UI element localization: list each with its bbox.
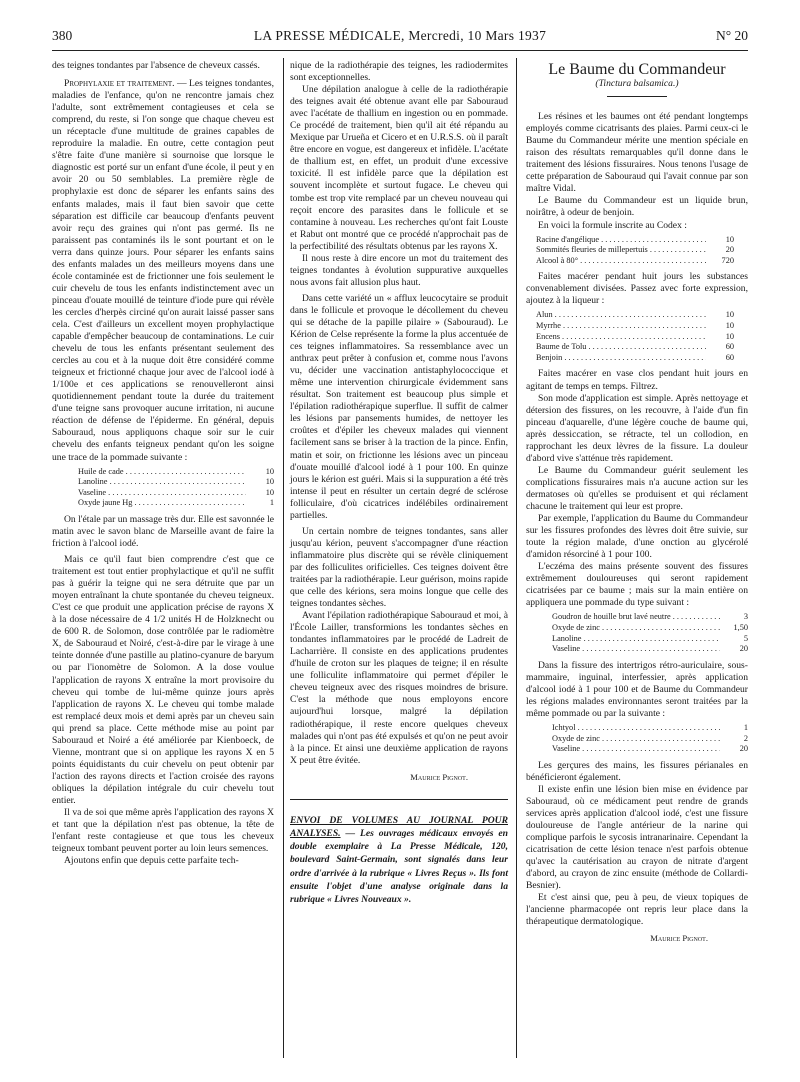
recipe-row: Alcool à 80° . . . 720 [536,256,748,267]
column-divider [283,58,284,1058]
recipe-row: Racine d'angélique . . . 10 [536,235,748,246]
notice-heading: ENVOI DE VOLUMES AU JOURNAL POUR ANALYSES. [290,814,508,839]
paragraph: nique de la radiothérapie des teignes, les radiodermites sont exceptionnelles. [290,60,508,84]
recipe-row: Sommités fleuries de millepertuis . . . 20 [536,245,748,256]
author-signature: Maurice Pignot. [410,771,468,782]
paragraph: Il existe enfin une lésion bien mise en évidence par Sabouraud, où ce médicament peut rendre de grands services après application d'alcool iodé, c'est une fissure douloureuse de l'angle antérieur de la narine qui complique parfois le sycosis intranarinaire. Cependant la cicatrisation de cette lésion tenace n'est parfois obtenue qu'avec la cautérisation au crayon de nitrate d'argent d'abord, au crayon de zinc ensuite (méthode de Collardi-Besnier). [526,783,748,892]
page-number: 380 [52,28,73,43]
column-1 [52,60,274,867]
recipe-row: Oxyde jaune Hg . . . 1 [78,498,274,509]
recipe-list [78,467,274,509]
page-header [52,28,748,48]
paragraph: On l'étale par un massage très dur. Elle est savonnée le matin avec le savon blanc de Marseille avant de faire la friction à l'alcool iodé. [52,513,274,550]
notice-envoi [290,814,508,906]
column-3 [526,61,748,944]
paragraph: Ajoutons enfin que depuis cette parfaite tech- [64,855,239,867]
recipe-list [552,612,748,654]
paragraph: Faites macérer pendant huit jours les substances convenablement divisées. Passez avec forte expression, ajoutez à la liqueur : [526,271,748,307]
paragraph: Le Baume du Commandeur guérit seulement les complications fissuraires mais n'a aucune action sur les dermatoses où qu'elles se produisent et qui réclament chacune le traitement qui leur est propre. [526,464,748,512]
recipe-row: Vaseline . . . 10 [78,488,274,499]
paragraph: Une dépilation analogue à celle de la radiothérapie des teignes avait été obtenue avant elle par Sabouraud avec l'acétate de thallium en ingestion ou en pommade. Ce procédé de traitement, bien qu'il ait été répandu au Mexique par Urueña et Cicero et en U.R.S.S. où il paraît être encore en vogue, est dangereux et infidèle. L'acétate de thallium est, en effet, un produit d'une excessive toxicité. Il est infidèle parce que la dépilation est souvent incomplète et surtout fugace. Le cheveu qui tombe est trop vite remplacé par un cheveu nouveau qui reçoit encore des parasites dans le follicule et se contamine à nouveau. Les recherches qu'ont fait Louste et Rabut ont montré que ce procédé n'approchait pas de la perfectibilité des résultats obtenus par les rayons X. [290,84,508,252]
recipe-row: Goudron de houille brut lavé neutre . . . 3 [552,612,748,623]
paragraph: Mais ce qu'il faut bien comprendre c'est que ce traitement est tout entier prophylactique et qu'il ne suffit pas à guérir la teigne qui ne sera détruite que par un moyen entraînant la chute spontanée du cheveu teigneux. C'est ce que produit une application précise de rayons X à la dose nécessaire de 4 1/2 unités H de Holzknecht ou de 600 R. de Solomon, dose contrôlée par le radiomètre X, de Sabouraud et Noiré, c'est-à-dire par le virage à une teinte donnée d'une pastille au platino-cyanure de baryum ou par l'ionomètre de Solomon. A la dose voulue l'application de rayons X entraîne la mort provisoire du cheveu qui tombe de lui-même quinze jours après l'application de rayons X. Le cheveu qui tombe malade est remplacé deux mois et demi après par un cheveu sain qui prend sa place. Cette méthode mise au point par Sabouraud et Noiré a été améliorée par Kienboeck, de Vienne, montrant que si on applique les rayons X en 5 points équidistants du cuir chevelu on peut obtenir par l'action des rayons directs et l'action croisée des rayons obliques la dépilation intégrale du cuir chevelu tout entier. [52,554,274,806]
paragraph: des teignes tondantes par l'absence de cheveux cassés. [52,60,260,71]
recipe-row: Vaseline . . . 20 [552,744,748,755]
recipe-row: Oxyde de zinc . . . 1,50 [552,623,748,634]
paragraph: Avant l'épilation radiothérapique Sabouraud et moi, à l'École Lailler, transformions les tondantes sèches en tondantes inflammatoires par le procédé de Ladreit de Lacharrière. Il consiste en des applications prudentes d'huile de croton sur les plaques de teigne; il en résulte une folliculite inflammatoire qui permet d'épiler le cheveu teigneux avec des risques moindres de brisure. C'est la méthode que nous employons encore aujourd'hui lorsque, malgré la dépilation radiothérapique, il reste encore quelques cheveux malades qui n'ont pas été expulsés et qu'on ne peut avoir à la pince. Et ainsi une deuxième application de rayons X peut être évitée. [290,610,508,766]
paragraph: En voici la formule inscrite au Codex : [538,219,687,231]
paragraph: Les gerçures des mains, les fissures périanales en bénéficieront également. [526,759,748,783]
section-rule [290,799,508,800]
issue-number: N° 20 [715,28,748,43]
paragraph: L'eczéma des mains présente souvent des fissures extrêmement douloureuses qui seront rapidement cicatrisées par ce baume ; mais sur la main entière on appliquera une pommade du type suivant : [526,561,748,609]
notice-body: — Les ouvrages médicaux envoyés en double exemplaire à La Presse Médicale, 120, boulevard Saint-Germain, sont signalés dans leur ordre d'arrivée à la rubrique « Livres Reçus ». Ils font ensuite l'objet d'une analyse originale dans la rubrique « Livres Nouveaux ». [290,827,508,905]
paragraph: Il va de soi que même après l'application des rayons X et tant que la dépilation n'est pas obtenue, la tête de l'enfant reste contagieuse et que tous les cheveux teigneux tombant peuvent porter au loin leurs semences. [52,807,274,855]
paragraph: Il nous reste à dire encore un mot du traitement des teignes tondantes à évolution suppurative auxquelles nous avons fait allusion plus haut. [290,252,508,288]
recipe-row: Lanoline . . . 5 [552,634,748,645]
recipe-row: Encens . . . 10 [536,332,748,343]
paragraph: Dans cette variété un « afflux leucocytaire se produit dans le follicule et provoque le décollement du cheveu qui se détache de la papille pilaire » (Sabouraud). Le Kérion de Celse représente la forme la plus accentuée de ces teignes inflammatoires. Sa ressemblance avec un anthrax peut prêter à confusion et, comme nous l'avons vu, décider une vaccination antistaphylococcique et même une intervention chirurgicale évidemment sans résultat. Son traitement est beaucoup plus simple et l'épilation radiothérapique superflue. Il suffit de calmer les lésions par pansements humides, de nettoyer les croûtes et d'épiler les cheveux malades qui viennent facilement sans se briser à la traction de la pince. Enfin, matin et soir, on frictionne les lésions avec un pinceau d'ouate mouillé d'alcool iodé à 1 pour 100. En quinze jours le kérion est guéri. Mais si la suppuration a été très intense il peut en résulter un certain degré de sclérose folliculaire, d'où cicatrices indélébiles ordinairement partielles. [290,292,508,521]
paragraph: Faites macérer en vase clos pendant huit jours en agitant de temps en temps. Filtrez. [526,368,748,392]
recipe-row: Baume de Tolu . . . 60 [536,342,748,353]
paragraph: Prophylaxie et traitement. — Les teignes tondantes, maladies de l'enfance, qu'on ne rencontre jamais chez l'adulte, sont extrêmement contagieuses et cela se comprend, du reste, si l'on songe que chaque cheveu est un réceptacle d'une multitude de graines capables de reproduire la maladie. En outre, cette contagion peut s'être faite d'une manière si sournoise que lorsque le diagnostic est porté sur un enfant d'une école, il peut y en avoir 20 ou 50 semblables. La première règle de prophylaxie est donc de séparer les enfants sains des enfants malades, mais il faut bien savoir que cette séparation est difficile car beaucoup d'enfants peuvent avoir reçu des graines qui n'ont pas germé. Ils ne paraissent pas contaminés ils le sont pourtant et on le verra dans quinze jours. Pour séparer les enfants sains des enfants malades un des meilleurs moyens dans une école contaminée est de frictionner une fois seulement le cuir chevelu de tous les enfants indistinctement avec un pinceau d'ouate mouillé de teinture d'iode pure qui révèle les cercles d'herpès circiné qu'on aurait laissé passer sans cela. C'est d'ailleurs un excellent moyen prophylactique capable d'empêcher beaucoup de contaminations. Le cuir chevelu de tous les enfants présentant seulement des cercles au cou et à la nuque doit être considéré comme teigneux et frictionné chaque jour avec de l'alcool iodé à 1/100e et ces applications se renouvelleront ainsi quotidiennement pendant toute la durée du traitement d'une teigne sans provoquer aucune irritation, ni aucune réaction de défense de l'épiderme. En général, depuis Sabouraud, nous appliquons chaque soir sur le cuir chevelu des enfants teigneux pendant qu'on les soigne une trace de la pommade suivante : [52,78,274,463]
paragraph: Le Baume du Commandeur est un liquide brun, noirâtre, à odeur de benjoin. [526,195,748,219]
column-2 [290,60,508,906]
title-rule [607,96,667,97]
recipe-row: Myrrhe . . . 10 [536,321,748,332]
author-signature: Maurice Pignot. [650,933,708,944]
paragraph: Et c'est ainsi que, peu à peu, de vieux topiques de l'ancienne pharmacopée ont repris leur place dans la thérapeutique dermatologique. [526,892,748,928]
recipe-row: Benjoin . . . 60 [536,353,748,364]
paragraph: Les résines et les baumes ont été pendant longtemps employés comme cicatrisants des plaies. Parmi ceux-ci le Baume du Commandeur mérite une mention spéciale en raison des résultats remarquables qu'il donne dans le traitement des lésions fissuraires. Nous tenons l'usage de cette préparation de Sabouraud qui l'avait connue par son maître Vidal. [526,111,748,195]
article-subtitle: (Tinctura balsamica.) [595,78,679,90]
recipe-list [552,723,748,755]
recipe-list [536,235,748,267]
column-divider [516,58,517,1058]
recipe-row: Huile de cade . . . 10 [78,467,274,478]
recipe-row: Lanoline . . . 10 [78,477,274,488]
paragraph: Dans la fissure des intertrigos rétro-auriculaire, sous-mammaire, inguinal, interfessier, après application d'alcool iodé à 1 pour 100 et de Baume du Commandeur les régions malades environnantes seront traitées par la même pommade ou par la suivante : [526,659,748,719]
recipe-list [536,310,748,363]
journal-title: LA PRESSE MÉDICALE, Mercredi, 10 Mars 1937 [253,28,547,43]
recipe-row: Alun . . . 10 [536,310,748,321]
header-rule [52,50,748,51]
paragraph: Son mode d'application est simple. Après nettoyage et détersion des fissures, on les recouvre, à l'aide d'un fin pinceau d'aquarelle, d'une légère couche de baume qui, après dessiccation, se rétracte, tel un collodion, en rapprochant les deux lèvres de la fissure. La douleur d'abord vive s'atténue très rapidement. [526,392,748,464]
recipe-row: Ichtyol . . . 1 [552,723,748,734]
paragraph: Un certain nombre de teignes tondantes, sans aller jusqu'au kérion, peuvent s'accompagner d'une réaction inflammatoire plus discrète qui se révèle cliniquement par des folliculites orificielles. Ces teignes doivent être traitées par la radiothérapie. Leur guérison, moins rapide que celle des kérions, sera moins longue que celle des teignes tondantes sèches. [290,525,508,610]
recipe-row: Oxyde de zinc . . . 2 [552,734,748,745]
article-title: Le Baume du Commandeur [548,61,726,78]
recipe-row: Vaseline . . . 20 [552,644,748,655]
paragraph: Par exemple, l'application du Baume du Commandeur sur les fissures profondes des lèvres doit être suivie, sur toute la région malade, d'une onction au glycérolé d'amidon résorciné à 1 pour 100. [526,513,748,561]
section-heading: Prophylaxie et traitement. [64,78,175,90]
